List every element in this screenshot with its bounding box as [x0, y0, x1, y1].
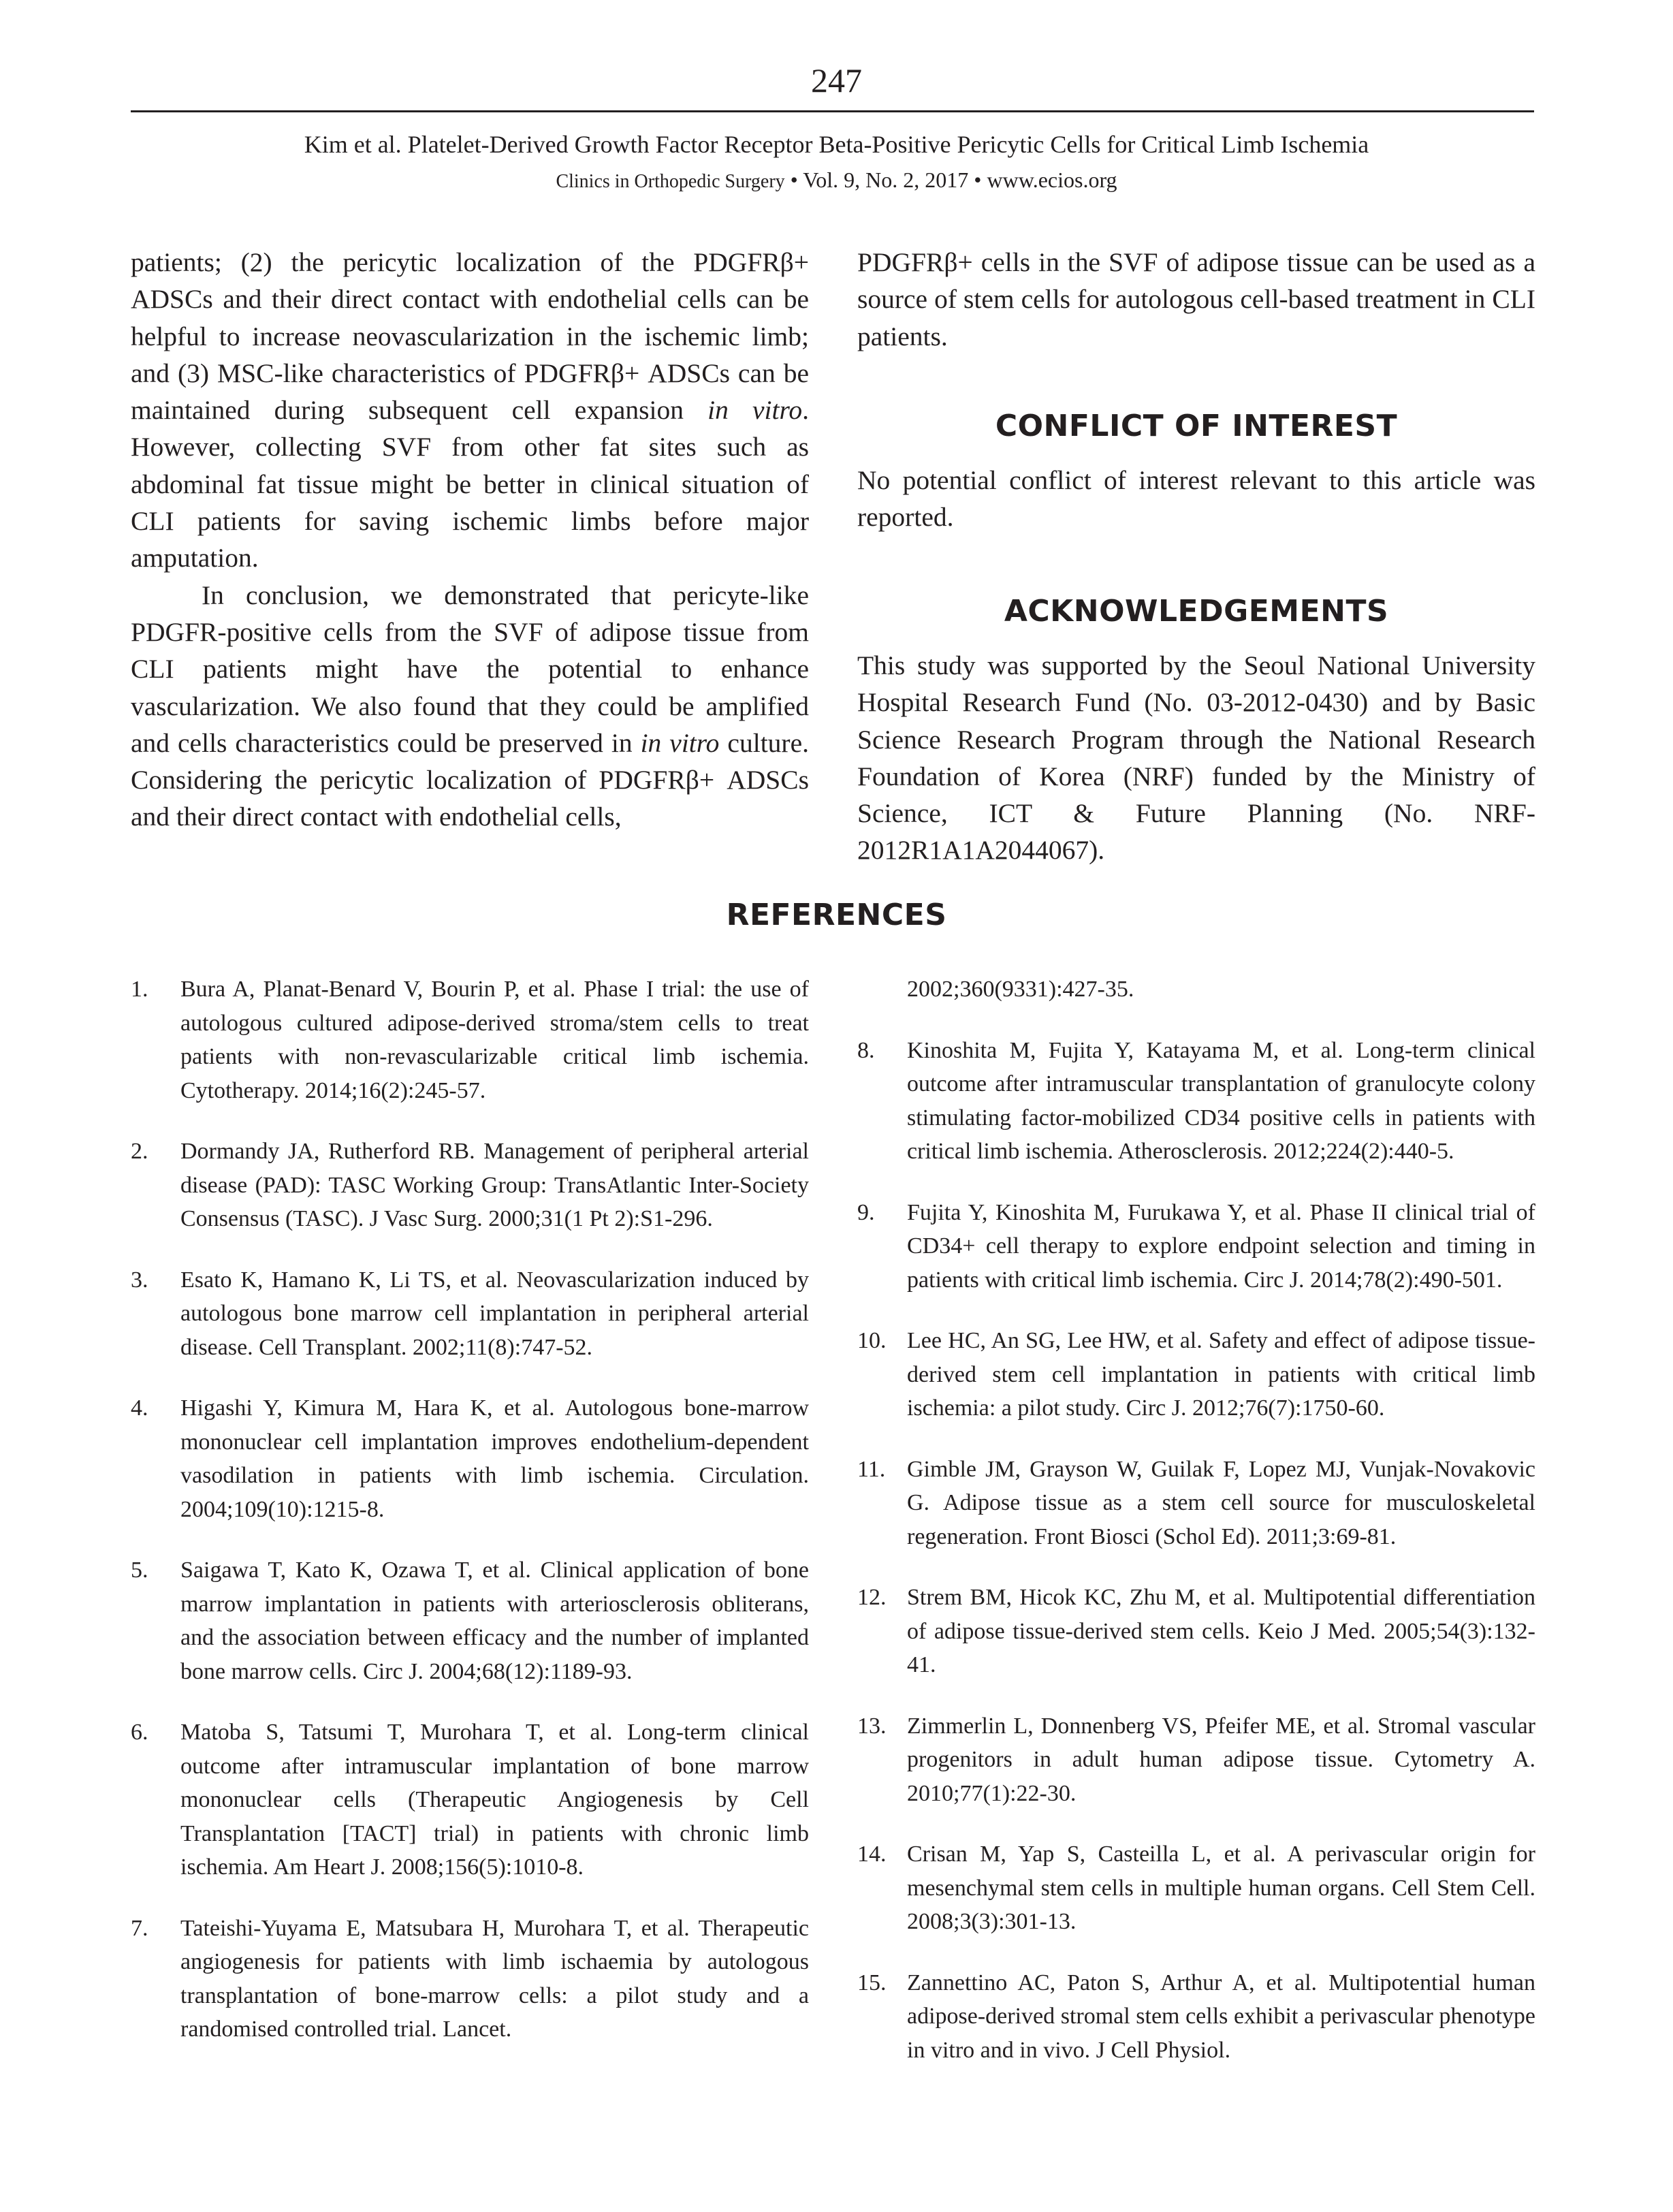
body-text-right-column: [857, 244, 1535, 355]
journal-line: [0, 166, 1673, 195]
body-text: . However, collecting SVF from other fat sites such as abdominal fat tissue might be better in clinical situation of CLI patients for saving ischemic limbs before major amputation.: [131, 395, 809, 573]
reference-number: 1.: [131, 977, 148, 1002]
reference-continuation: 2002;360(9331):427-35.: [907, 977, 1134, 1002]
reference-item: [131, 1263, 809, 1365]
reference-text: Kinoshita M, Fujita Y, Katayama M, et al. Long-term clinical outcome after intramuscular transplantation of granulocyte colony stimulating factor-mobilized CD34 positive cells in patients with critical limb ischemia. Atherosclerosis. 2012;224(2):440-5.: [907, 1037, 1535, 1164]
reference-item: [131, 1716, 809, 1884]
journal-separator: •: [784, 168, 803, 192]
reference-text: Lee HC, An SG, Lee HW, et al. Safety and effect of adipose tissue-derived stem cell implantation in patients with critical limb ischemia: a pilot study. Circ J. 2012;76(7):1750-60.: [907, 1328, 1535, 1421]
reference-number: 10.: [857, 1328, 887, 1353]
reference-text: Tateishi-Yuyama E, Matsubara H, Murohara T, et al. Therapeutic angiogenesis for patients with limb ischaemia by autologous transplantation of bone-marrow cells: a pilot study and a randomised controlled trial. Lancet.: [180, 1915, 809, 2042]
body-text-italic: in vitro: [707, 395, 803, 426]
acknowledgements-text: This study was supported by the Seoul National University Hospital Research Fund (No. 03-2012-0430) and by Basic Science Research Program through the National Research Foundation of Korea (NRF) funded by the Ministry of Science, ICT & Future Planning (No. NRF-2012R1A1A2044067).: [857, 650, 1535, 866]
reference-item: [857, 1034, 1535, 1169]
reference-item: [857, 1453, 1535, 1554]
reference-text: Gimble JM, Grayson W, Guilak F, Lopez MJ, Vunjak-Novakovic G. Adipose tissue as a stem cell source for musculoskeletal regeneration. Front Biosci (Schol Ed). 2011;3:69-81.: [907, 1456, 1535, 1549]
reference-item: [131, 1135, 809, 1236]
running-title: Kim et al. Platelet-Derived Growth Factor Receptor Beta-Positive Pericytic Cells for Critical Limb Ischemia: [304, 131, 1369, 158]
reference-item: [131, 1912, 809, 2047]
body-text: patients; (2) the pericytic localization of the PDGFRβ+ ADSCs and their direct contact with endothelial cells can be helpful to increase neovascularization in the ischemic limb; and (3) MSC-like characteristics of PDGFRβ+ ADSCs can be maintained during subsequent cell expansion: [131, 247, 809, 426]
journal-website: www.ecios.org: [987, 168, 1117, 192]
reference-number: 13.: [857, 1713, 887, 1739]
journal-separator: •: [968, 168, 987, 192]
reference-text: Bura A, Planat-Benard V, Bourin P, et al. Phase I trial: the use of autologous cultured adipose-derived stroma/stem cells to treat patients with non-revascularizable critical limb ischemia. Cytotherapy. 2014;16(2):245-57.: [180, 977, 809, 1103]
reference-number: 6.: [131, 1720, 148, 1745]
reference-number: 2.: [131, 1139, 148, 1164]
reference-text: Fujita Y, Kinoshita M, Furukawa Y, et al. Phase II clinical trial of CD34+ cell therapy to explore endpoint selection and timing in patients with critical limb ischemia. Circ J. 2014;78(2):490-501.: [907, 1199, 1535, 1293]
reference-item: [857, 1196, 1535, 1297]
acknowledgements-heading: ACKNOWLEDGEMENTS: [1004, 594, 1389, 629]
reference-number: 11.: [857, 1456, 886, 1482]
reference-item: [857, 1581, 1535, 1682]
body-paragraph: PDGFRβ+ cells in the SVF of adipose tissue can be used as a source of stem cells for autologous cell-based treatment in CLI patients.: [857, 247, 1535, 351]
reference-item: [857, 1324, 1535, 1425]
reference-text: Zannettino AC, Paton S, Arthur A, et al. Multipotential human adipose-derived stromal stem cells exhibit a perivascular phenotype in vitro and in vivo. J Cell Physiol.: [907, 1970, 1535, 2063]
references-heading: REFERENCES: [726, 898, 947, 932]
body-text-italic: in vitro: [640, 727, 720, 758]
journal-name: Clinics in Orthopedic Surgery: [556, 171, 785, 192]
references-left-column: [131, 973, 809, 2074]
reference-number: 4.: [131, 1395, 148, 1421]
reference-item: [857, 1837, 1535, 1939]
reference-text: Crisan M, Yap S, Casteilla L, et al. A perivascular origin for mesenchymal stem cells in multiple human organs. Cell Stem Cell. 2008;3(3):301-13.: [907, 1842, 1535, 1934]
reference-text: Strem BM, Hicok KC, Zhu M, et al. Multipotential differentiation of adipose tissue-derived stem cells. Keio J Med. 2005;54(3):132-41.: [907, 1585, 1535, 1677]
body-paragraph: [131, 577, 809, 836]
journal-volume: Vol. 9, No. 2, 2017: [803, 168, 969, 192]
reference-number: 5.: [131, 1558, 148, 1583]
reference-number: 15.: [857, 1970, 887, 1995]
conflict-of-interest-text: No potential conflict of interest relevant to this article was reported.: [857, 465, 1535, 533]
conflict-of-interest-heading: CONFLICT OF INTEREST: [995, 409, 1398, 443]
reference-text: Dormandy JA, Rutherford RB. Management of peripheral arterial disease (PAD): TASC Working Group: TransAtlantic Inter-Society Consensus (TASC). J Vasc Surg. 2000;31(1 Pt 2):S1-296.: [180, 1139, 809, 1231]
reference-item: [857, 1966, 1535, 2068]
reference-text: Zimmerlin L, Donnenberg VS, Pfeifer ME, et al. Stromal vascular progenitors in adult human adipose tissue. Cytometry A. 2010;77(1):22-30.: [907, 1713, 1535, 1806]
references-right-column: [857, 973, 1535, 2094]
reference-text: Esato K, Hamano K, Li TS, et al. Neovascularization induced by autologous bone marrow cell implantation in peripheral arterial disease. Cell Transplant. 2002;11(8):747-52.: [180, 1267, 809, 1360]
reference-item: [131, 1391, 809, 1526]
body-text: In conclusion, we demonstrated that pericyte-like PDGFR-positive cells from the SVF of adipose tissue from CLI patients might have the potential to enhance vascularization. We also found that they could be amplified and cells characteristics could be preserved in: [131, 580, 809, 758]
reference-text: Saigawa T, Kato K, Ozawa T, et al. Clinical application of bone marrow implantation in patients with arteriosclerosis obliterans, and the association between efficacy and the number of implanted bone marrow cells. Circ J. 2004;68(12):1189-93.: [180, 1558, 809, 1684]
body-text-left-column: [131, 244, 809, 836]
header-rule: [131, 110, 1534, 112]
reference-text: Matoba S, Tatsumi T, Murohara T, et al. Long-term clinical outcome after intramuscular implantation of bone marrow mononuclear cells (Therapeutic Angiogenesis by Cell Transplantation [TACT] trial) in patients with chronic limb ischemia. Am Heart J. 2008;156(5):1010-8.: [180, 1720, 809, 1880]
reference-number: 14.: [857, 1842, 887, 1867]
reference-number: 7.: [131, 1915, 148, 1941]
reference-number: 3.: [131, 1267, 148, 1293]
body-paragraph: [131, 244, 809, 577]
reference-number: 9.: [857, 1199, 875, 1225]
body-text: culture. Considering the pericytic localization of PDGFRβ+ ADSCs and their direct contact with endothelial cells,: [131, 727, 809, 832]
reference-text: Higashi Y, Kimura M, Hara K, et al. Autologous bone-marrow mononuclear cell implantation improves endothelium-dependent vasodilation in patients with limb ischemia. Circulation. 2004;109(10):1215-8.: [180, 1395, 809, 1522]
reference-item: [131, 1553, 809, 1688]
page-number: 247: [811, 61, 862, 99]
reference-item: [131, 973, 809, 1107]
reference-number: 8.: [857, 1037, 875, 1063]
reference-item: [857, 1709, 1535, 1811]
reference-number: 12.: [857, 1585, 887, 1610]
